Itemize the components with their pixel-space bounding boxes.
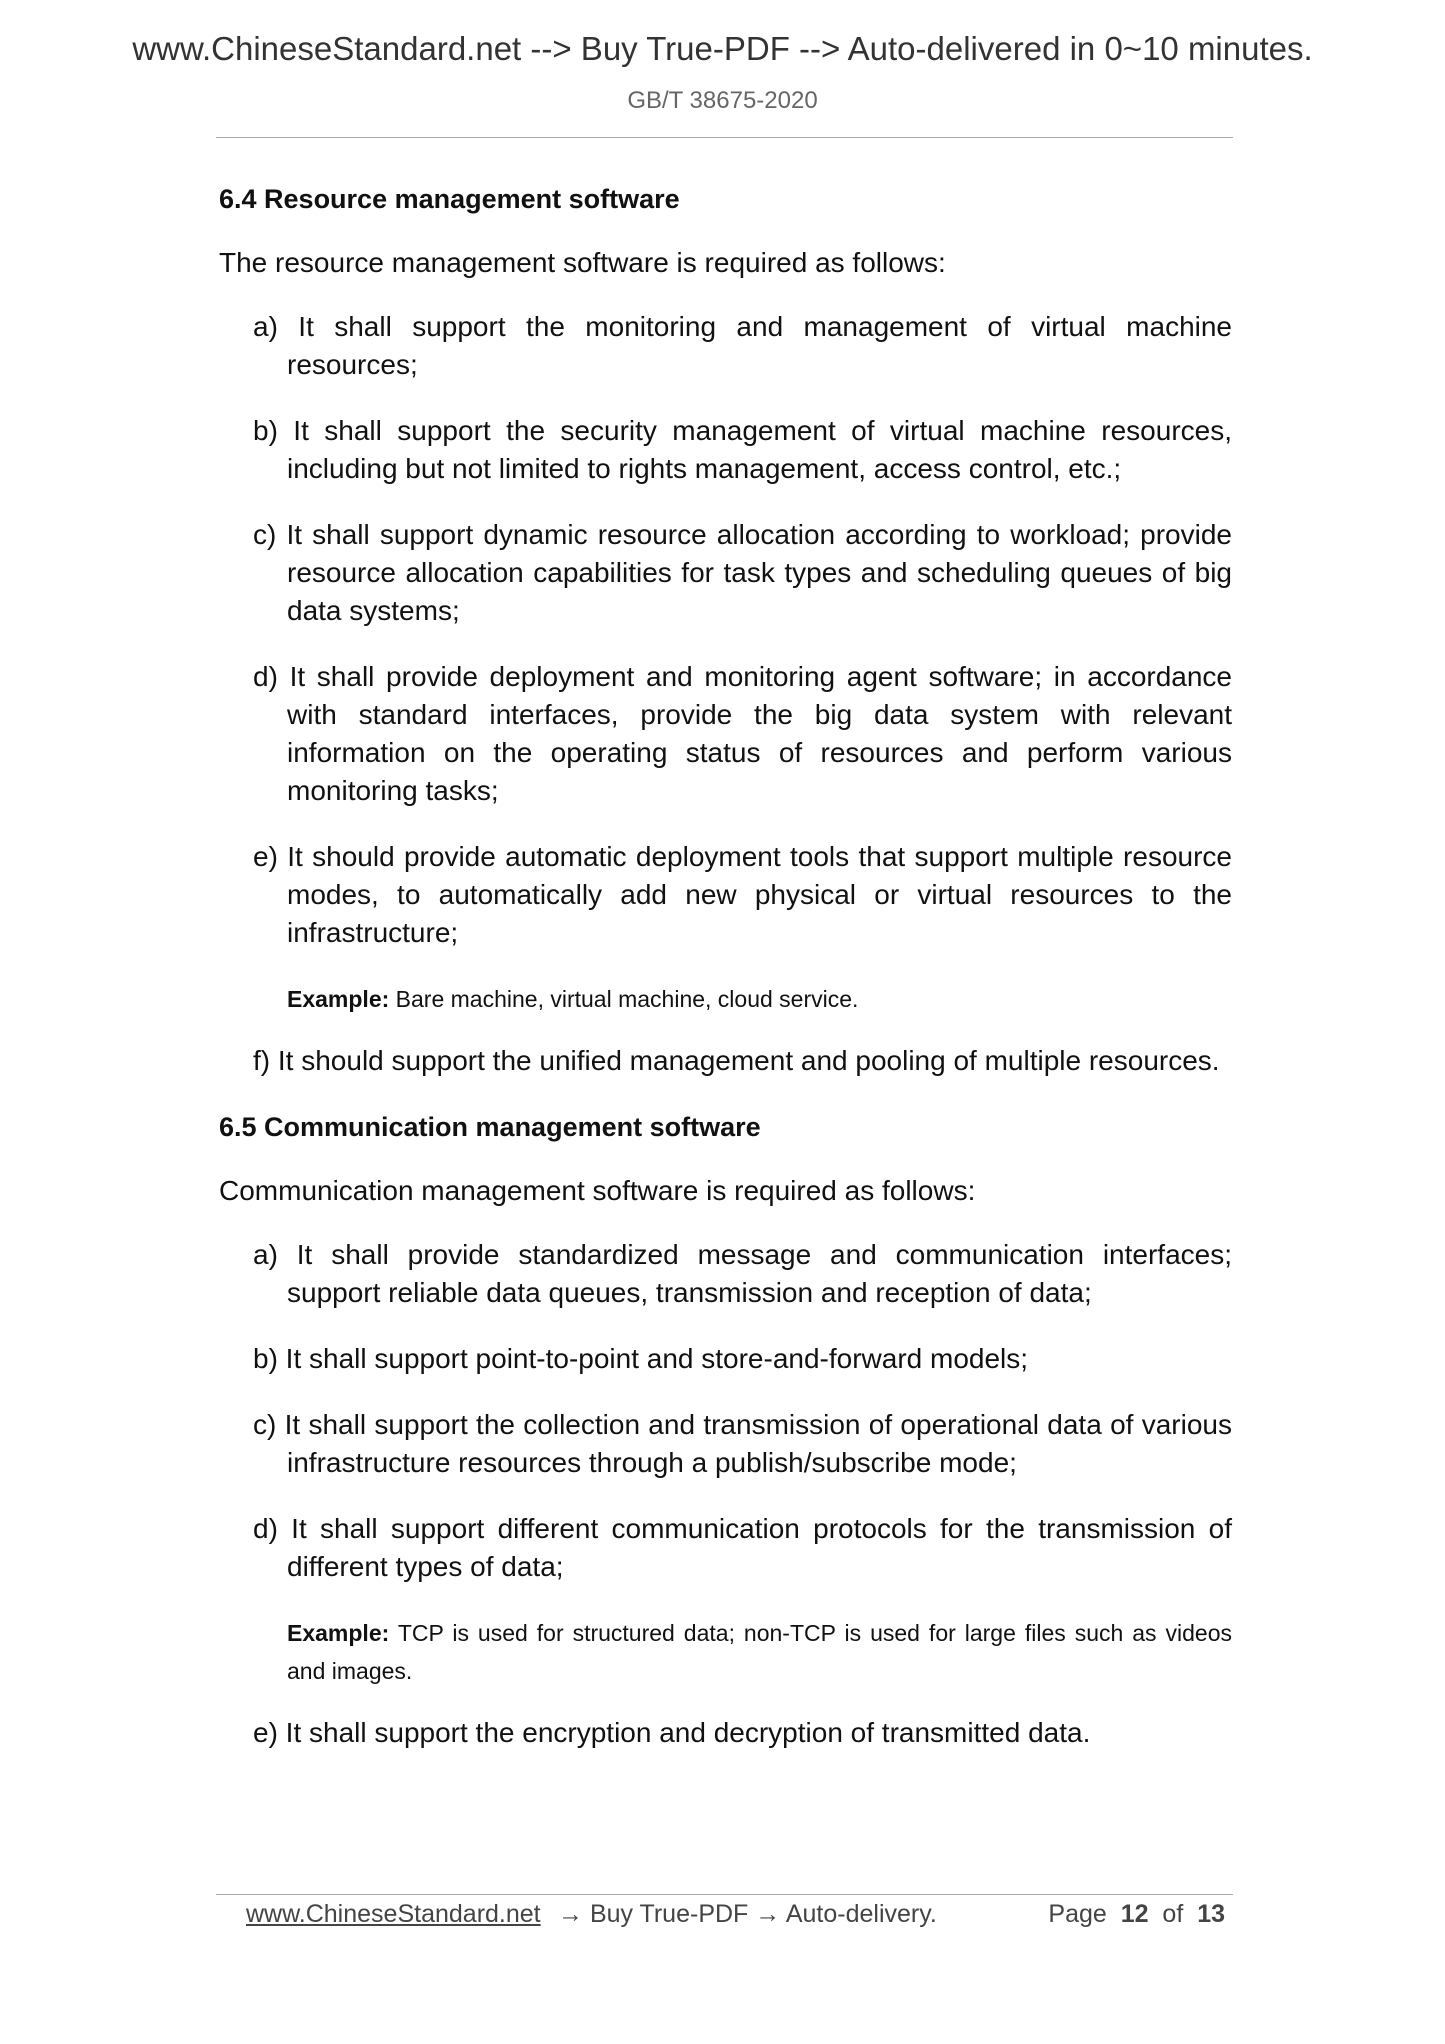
example-note xyxy=(287,1614,1232,1690)
list-item: e) It shall support the encryption and decryption of transmitted data. xyxy=(253,1717,1091,1748)
footer-link[interactable]: www.ChineseStandard.net xyxy=(246,1900,541,1928)
example-note xyxy=(287,980,1232,1018)
standard-number: GB/T 38675-2020 xyxy=(627,87,818,114)
list-item: a) It shall provide standardized message and communication interfaces; support reliable data queues, transmission and reception of data; xyxy=(253,1239,1232,1308)
list-item: a) It shall support the monitoring and management of virtual machine resources; xyxy=(253,311,1232,380)
footer-text: → Buy True-PDF → Auto-delivery. xyxy=(558,1900,937,1928)
list-item: b) It shall support the security management of virtual machine resources, including but not limited to rights management, access control, etc.; xyxy=(253,415,1232,484)
list-item: c) It shall support dynamic resource allocation according to workload; provide resource allocation capabilities for task types and scheduling queues of big data systems; xyxy=(253,519,1232,626)
header-divider xyxy=(216,137,1233,138)
of-label: of xyxy=(1162,1900,1184,1928)
page-label: Page xyxy=(1048,1900,1107,1928)
example-text: TCP is used for structured data; non-TCP is used for large files such as videos and images. xyxy=(287,1620,1232,1684)
example-label: Example: xyxy=(287,986,390,1012)
top-banner: www.ChineseStandard.net --> Buy True-PDF --> Auto-delivered in 0~10 minutes. xyxy=(132,30,1313,67)
page-indicator xyxy=(1048,1900,1225,1929)
list-item: d) It shall provide deployment and monitoring agent software; in accordance with standard interfaces, provide the big data system with relevant information on the operating status of resources and perform various monitoring tasks; xyxy=(253,661,1232,806)
footer-divider xyxy=(216,1894,1233,1895)
section-intro-6-4: The resource management software is required as follows: xyxy=(219,247,946,278)
list-item: b) It shall support point-to-point and store-and-forward models; xyxy=(253,1343,1029,1374)
example-label: Example: xyxy=(287,1620,390,1646)
list-item: e) It should provide automatic deployment tools that support multiple resource modes, to automatically add new physical or virtual resources to the infrastructure; xyxy=(253,841,1232,948)
page-number: 12 xyxy=(1120,1900,1149,1928)
section-intro-6-5: Communication management software is required as follows: xyxy=(219,1175,976,1206)
list-item: d) It shall support different communication protocols for the transmission of different types of data; xyxy=(253,1513,1232,1582)
page-total: 13 xyxy=(1197,1900,1225,1928)
document-body xyxy=(219,180,1232,1780)
section-title-6-4: 6.4 Resource management software xyxy=(219,184,680,214)
list-item: f) It should support the unified management and pooling of multiple resources. xyxy=(253,1045,1220,1076)
example-text: Bare machine, virtual machine, cloud service. xyxy=(389,986,859,1012)
list-item: c) It shall support the collection and transmission of operational data of various infrastructure resources through a publish/subscribe mode; xyxy=(253,1409,1232,1478)
section-title-6-5: 6.5 Communication management software xyxy=(219,1112,761,1142)
